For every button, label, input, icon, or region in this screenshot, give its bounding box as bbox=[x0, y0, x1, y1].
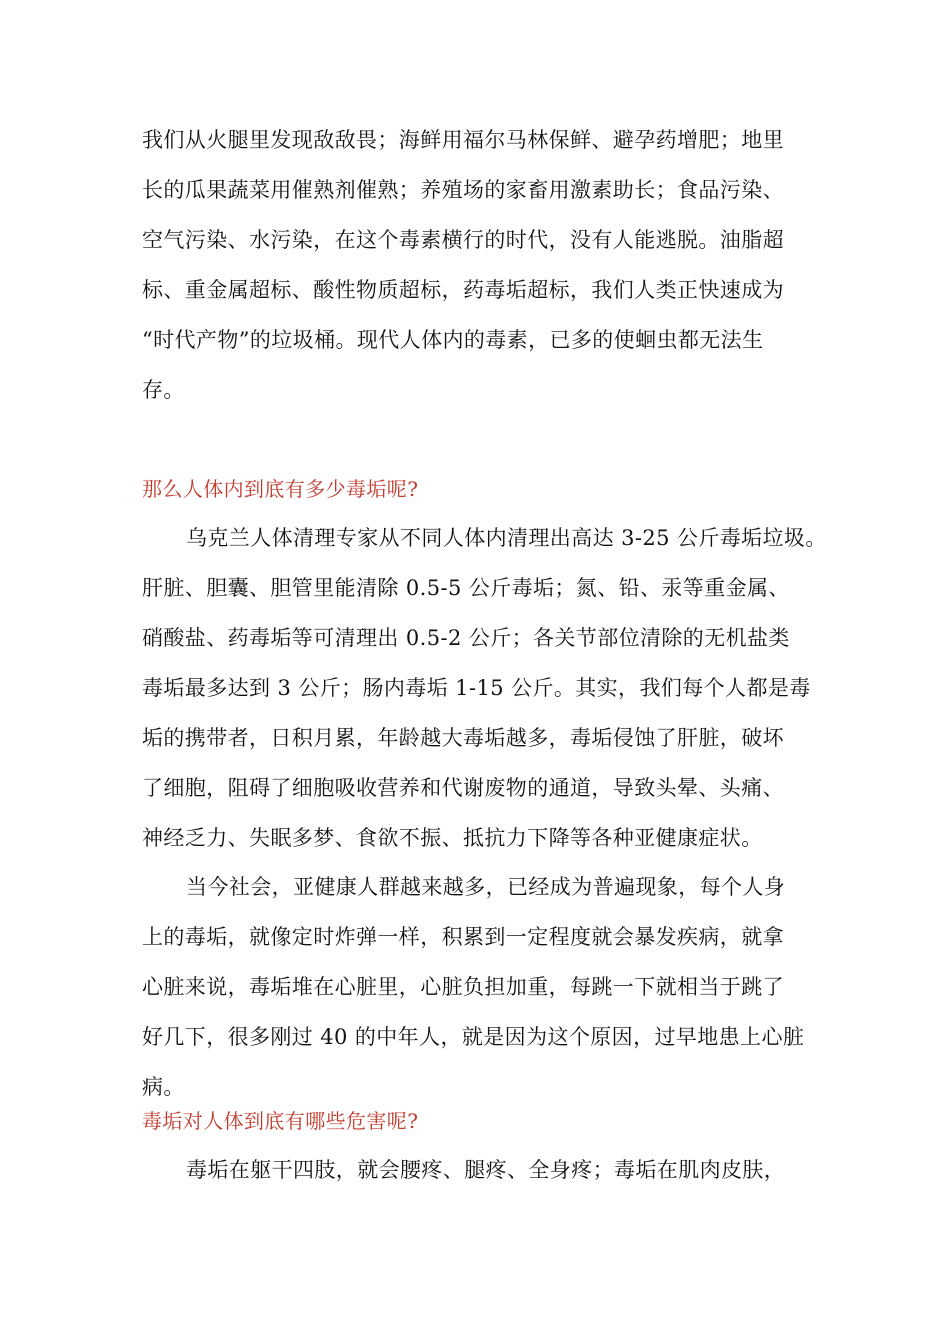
paragraph-2-line-5: 垢的携带者，日积月累，年龄越大毒垢越多，毒垢侵蚀了肝脏，破坏 bbox=[142, 726, 784, 750]
paragraph-1-line-2: 长的瓜果蔬菜用催熟剂催熟；养殖场的家畜用激素助长；食品污染、 bbox=[142, 178, 784, 202]
paragraph-3-line-4: 好几下，很多刚过 40 的中年人，就是因为这个原因，过早地患上心脏 bbox=[142, 1025, 805, 1049]
paragraph-2-line-2: 肝脏、胆囊、胆管里能清除 0.5-5 公斤毒垢；氮、铅、汞等重金属、 bbox=[142, 576, 790, 600]
paragraph-2-line-1: 乌克兰人体清理专家从不同人体内清理出高达 3-25 公斤毒垢垃圾。 bbox=[186, 526, 827, 550]
paragraph-1-line-6: 存。 bbox=[142, 378, 185, 402]
paragraph-1-line-3: 空气污染、水污染，在这个毒素横行的时代，没有人能逃脱。油脂超 bbox=[142, 228, 784, 252]
paragraph-1-line-1: 我们从火腿里发现敌敌畏；海鲜用福尔马林保鲜、避孕药增肥；地里 bbox=[142, 128, 784, 152]
paragraph-2-line-6: 了细胞，阻碍了细胞吸收营养和代谢废物的通道，导致头晕、头痛、 bbox=[142, 776, 784, 800]
paragraph-1-line-5: “时代产物”的垃圾桶。现代人体内的毒素，已多的使蛔虫都无法生 bbox=[142, 328, 764, 352]
paragraph-3-line-5: 病。 bbox=[142, 1075, 185, 1099]
paragraph-3-line-3: 心脏来说，毒垢堆在心脏里，心脏负担加重，每跳一下就相当于跳了 bbox=[142, 975, 784, 999]
paragraph-3-line-2: 上的毒垢，就像定时炸弹一样，积累到一定程度就会暴发疾病，就拿 bbox=[142, 925, 784, 949]
section-heading-toxin-amount: 那么人体内到底有多少毒垢呢? bbox=[142, 477, 419, 501]
paragraph-2-line-7: 神经乏力、失眠多梦、食欲不振、抵抗力下降等各种亚健康症状。 bbox=[142, 826, 763, 850]
paragraph-1-line-4: 标、重金属超标、酸性物质超标，药毒垢超标，我们人类正快速成为 bbox=[142, 278, 784, 302]
paragraph-2-line-4: 毒垢最多达到 3 公斤；肠内毒垢 1-15 公斤。其实，我们每个人都是毒 bbox=[142, 676, 811, 700]
paragraph-2-line-3: 硝酸盐、药毒垢等可清理出 0.5-2 公斤；各关节部位清除的无机盐类 bbox=[142, 626, 790, 650]
section-heading-toxin-harm: 毒垢对人体到底有哪些危害呢? bbox=[142, 1109, 419, 1133]
paragraph-4-line-1: 毒垢在躯干四肢，就会腰疼、腿疼、全身疼；毒垢在肌肉皮肤， bbox=[186, 1158, 786, 1182]
paragraph-3-line-1: 当今社会，亚健康人群越来越多，已经成为普遍现象，每个人身 bbox=[186, 875, 786, 899]
